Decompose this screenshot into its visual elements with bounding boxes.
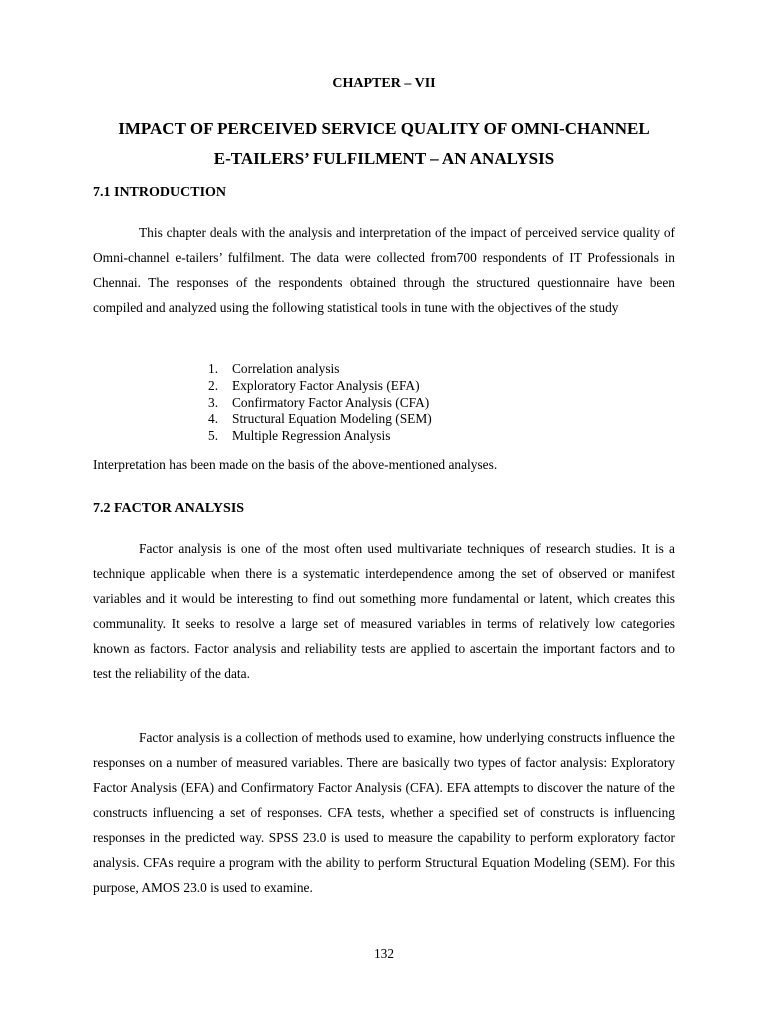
chapter-title-line-1: IMPACT OF PERCEIVED SERVICE QUALITY OF OMNI-CHANNEL: [118, 119, 650, 138]
list-item: 5. Multiple Regression Analysis: [208, 428, 391, 444]
chapter-title: [80, 114, 688, 174]
intro-paragraph: [93, 220, 675, 320]
list-item: 1. Correlation analysis: [208, 361, 340, 376]
section-heading-introduction: 7.1 INTRODUCTION: [93, 185, 227, 200]
factor-analysis-paragraph-1: [93, 536, 675, 686]
statistical-tools-list: [208, 361, 432, 445]
section-heading-factor-analysis: 7.2 FACTOR ANALYSIS: [93, 501, 245, 516]
chapter-label: CHAPTER – VII: [332, 76, 436, 91]
list-item: 2. Exploratory Factor Analysis (EFA): [208, 377, 420, 393]
intro-paragraph-text: This chapter deals with the analysis and interpretation of the impact of perceived service quality of Omni-channel e-tailers’ fulfilment. The data were collected from700 respondents of IT Professionals in Chennai. The responses of the respondents obtained through the structured questionnaire have been compiled and analyzed using the following statistical tools in tune with the objectives of the study: [93, 225, 675, 315]
list-item: 3. Confirmatory Factor Analysis (CFA): [208, 394, 430, 410]
intro-closing-line: Interpretation has been made on the basis of the above-mentioned analyses.: [93, 457, 498, 472]
page-number: 132: [373, 946, 395, 961]
factor-analysis-paragraph-2-text: Factor analysis is a collection of methods used to examine, how underlying constructs influence the responses on a number of measured variables. There are basically two types of factor analysis: Exploratory Factor Analysis (EFA) and Confirmatory Factor Analysis (CFA). EFA attempts to discover the nature of the constructs influencing a set of responses. CFA tests, whether a specified set of constructs is influencing responses in the predicted way. SPSS 23.0 is used to measure the capability to perform exploratory factor analysis. CFAs require a program with the ability to perform Structural Equation Modeling (SEM). For this purpose, AMOS 23.0 is used to examine.: [93, 730, 675, 895]
list-item: 4. Structural Equation Modeling (SEM): [208, 411, 432, 427]
factor-analysis-paragraph-1-text: Factor analysis is one of the most often used multivariate techniques of research studies. It is a technique applicable when there is a systematic interdependence among the set of observed or manifest variables and it would be interesting to find out something more fundamental or latent, which creates this communality. It seeks to resolve a large set of measured variables in terms of relatively low categories known as factors. Factor analysis and reliability tests are applied to ascertain the important factors and to test the reliability of the data.: [93, 541, 675, 681]
factor-analysis-paragraph-2: [93, 725, 675, 900]
chapter-title-line-2: E-TAILERS’ FULFILMENT – AN ANALYSIS: [213, 149, 555, 168]
